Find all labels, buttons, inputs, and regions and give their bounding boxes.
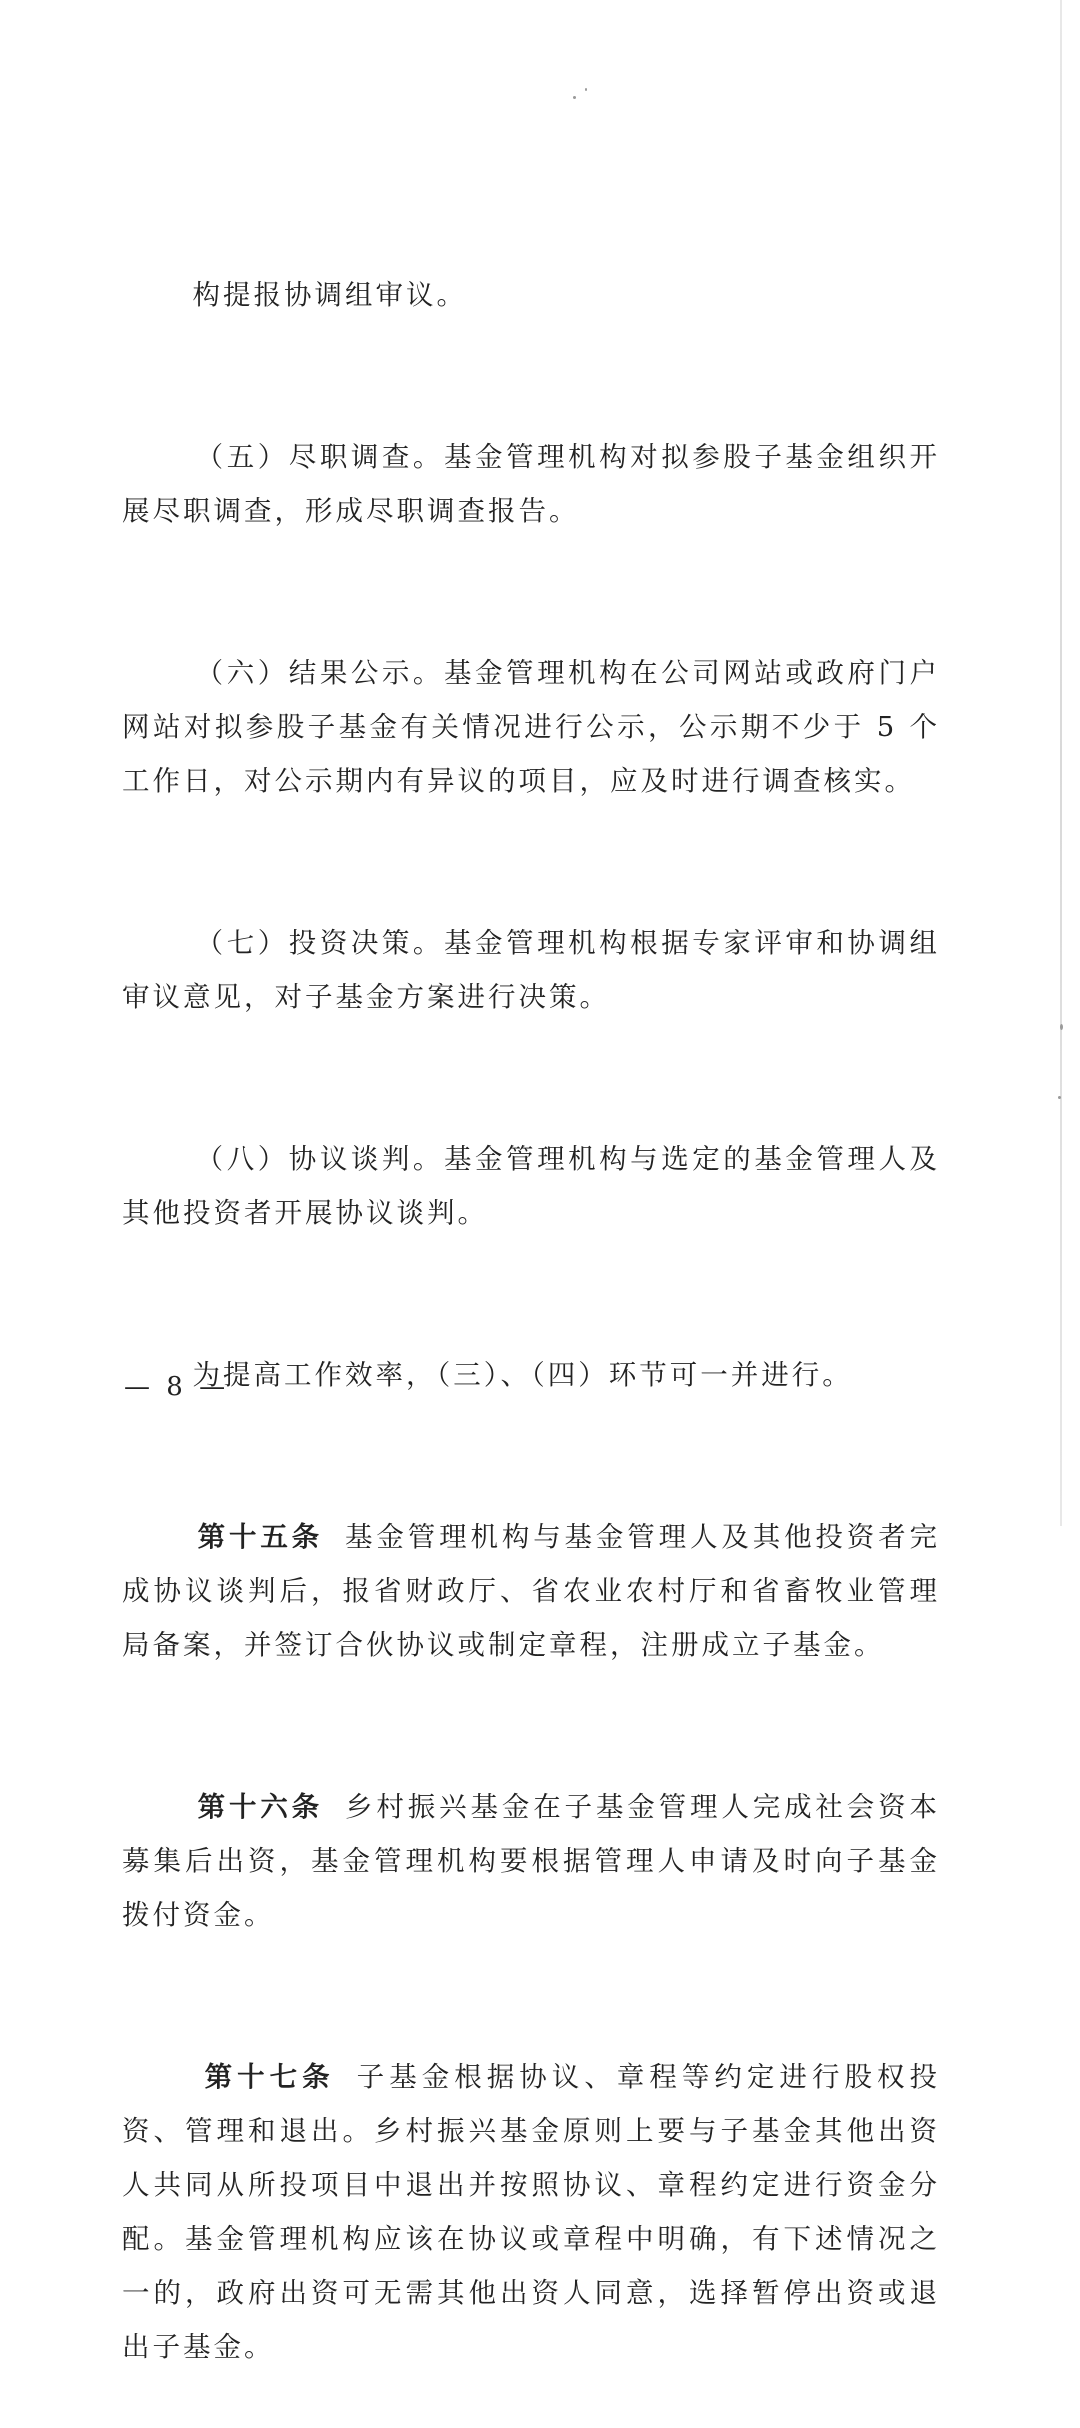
scan-speck — [1058, 1096, 1061, 1099]
scan-speck — [1060, 1024, 1063, 1030]
article-heading: 第十七条 — [204, 2061, 335, 2093]
scan-edge-shadow — [1060, 0, 1062, 1526]
paragraph — [122, 214, 940, 376]
paragraph-text: 子基金根据协议、章程等约定进行股权投资、管理和退出。乡村振兴基金原则上要与子基金其他出资人共同从所投项目中退出并按照协议、章程约定进行资金分配。基金管理机构应该在协议或章程中明确，有下述情况之一的，政府出资可无需其他出资人同意，选择暂停出资或退出子基金。 — [122, 2061, 941, 2363]
paragraph-text: 乡村振兴基金在子基金管理人完成社会资本募集后出资，基金管理机构要根据管理人申请及时向子基金拨付资金。 — [122, 1791, 941, 1931]
paragraph-text: 基金管理机构与基金管理人及其他投资者完成协议谈判后，报省财政厅、省农业农村厅和省畜牧业管理局备案，并签订合伙协议或制定章程，注册成立子基金。 — [122, 1521, 941, 1661]
article-paragraph — [122, 1456, 940, 1726]
paragraph-text: 为提高工作效率，（三）、（四）环节可一并进行。 — [192, 1359, 853, 1391]
paragraph — [122, 1294, 940, 1456]
paragraph-text: （五）尽职调查。基金管理机构对拟参股子基金组织开展尽职调查，形成尽职调查报告。 — [122, 441, 940, 527]
paragraph-text: （八）协议谈判。基金管理机构与选定的基金管理人及其他投资者开展协议谈判。 — [122, 1143, 940, 1229]
scan-speck — [573, 96, 576, 99]
document-body — [122, 214, 940, 2428]
article-heading: 第十六条 — [197, 1791, 324, 1823]
paragraph-text: （七）投资决策。基金管理机构根据专家评审和协调组审议意见，对子基金方案进行决策。 — [122, 927, 940, 1013]
paragraph — [122, 862, 940, 1078]
article-paragraph — [122, 1726, 940, 1996]
article-heading: 第十五条 — [197, 1521, 324, 1553]
paragraph — [122, 376, 940, 592]
paragraph-text: 构提报协调组审议。 — [192, 279, 467, 311]
article-paragraph — [122, 1996, 940, 2428]
paragraph-text: （六）结果公示。基金管理机构在公司网站或政府门户网站对拟参股子基金有关情况进行公示，公示期不少于 5 个工作日，对公示期内有异议的项目，应及时进行调查核实。 — [122, 657, 940, 797]
paragraph — [122, 1078, 940, 1294]
scan-speck — [585, 88, 587, 91]
page-number: — 8 — — [124, 1372, 230, 1402]
paragraph — [122, 592, 940, 862]
